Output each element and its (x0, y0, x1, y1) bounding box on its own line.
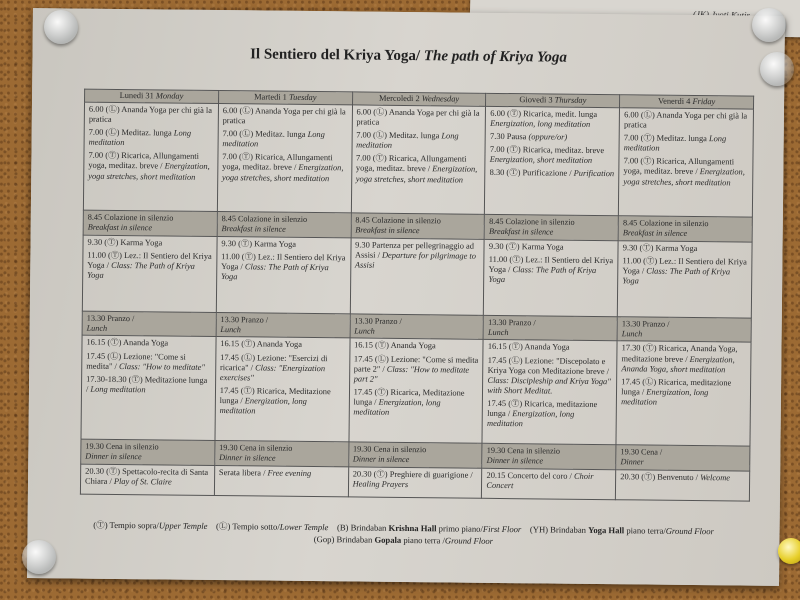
evening-italian: 20.30 (Ⓣ) Preghiere di guarigione / (352, 469, 473, 480)
entry-english: Class: The Path of Kriya Yoga (488, 265, 597, 285)
dinner-english: Dinner in silence (85, 451, 142, 462)
entry-english: Long meditation (88, 128, 192, 148)
dinner-italian: 19.30 Cena / (620, 447, 663, 458)
schedule-entry (88, 151, 213, 183)
entry-english: Class: The Path of Kriya Yoga (87, 260, 195, 280)
entry-italian: 6.00 (Ⓣ) Ricarica, medit. lunga (490, 108, 598, 120)
lunch-english: Lunch (621, 328, 643, 339)
breakfast-cell (217, 212, 351, 238)
breakfast-cell (83, 210, 217, 236)
breakfast-italian: 8.45 Colazione in silenzio (221, 214, 308, 225)
breakfast-english: Breakfast in silence (87, 222, 153, 233)
schedule-entry (89, 128, 214, 149)
pushpin-right (760, 52, 794, 86)
schedule-entry (356, 131, 481, 152)
entry-italian: 16.15 (Ⓣ) Ananda Yoga (354, 340, 436, 351)
entry-english: Energization, long meditation (219, 396, 307, 416)
schedule-cell (619, 108, 754, 217)
schedule-entry (621, 344, 746, 376)
entry-italian: 17.45 (Ⓣ) Ricarica, meditazione lunga / (487, 398, 598, 419)
entry-english: Class: "How to meditate" (118, 361, 205, 372)
breakfast-cell (618, 216, 752, 242)
entry-italian: 17.45 (Ⓛ) Lezione: "Esercizi di ricarica" / (220, 352, 328, 373)
schedule-cell (351, 105, 486, 214)
entry-english: Energization, yoga stretches, short meditation (355, 164, 478, 185)
lunch-italian: 13.30 Pranzo / (220, 314, 269, 325)
pushpin-top-right (752, 8, 786, 42)
legend-lower-temple-en: Lower Temple (279, 521, 329, 533)
pushpin-bottom-right (778, 538, 800, 564)
lunch-italian: 13.30 Pranzo / (488, 317, 536, 328)
schedule-cell (485, 106, 620, 215)
entry-english: Class: The Path of Kriya Yoga (622, 266, 731, 286)
entry-italian: 7.00 (Ⓣ) Ricarica, Allungamenti yoga, meditaz. breve / (88, 151, 199, 171)
evening-italian: 20.30 (Ⓣ) Spettacolo-recita di Santa Chiara / (85, 466, 209, 487)
breakfast-cell (485, 214, 619, 240)
schedule-entry (222, 152, 347, 184)
entry-english: Energization, yoga stretches, short meditation (221, 163, 344, 183)
late-morning-row (82, 235, 752, 318)
schedule-entry (88, 237, 213, 248)
schedule-cell (82, 235, 217, 312)
entry-english: Purification (573, 169, 615, 179)
entry-english: Long meditation (356, 131, 459, 151)
schedule-entry (354, 341, 479, 352)
pushpin-bottom-left (22, 540, 56, 574)
schedule-entry (490, 168, 615, 179)
evening-cell (214, 466, 348, 497)
schedule-cell (482, 340, 617, 445)
entry-italian: 7.00 (Ⓛ) Meditaz. lunga (356, 130, 440, 141)
entry-italian: 8.30 (Ⓣ) Purificazione / (489, 168, 572, 179)
entry-english: (oppure/or) (528, 132, 568, 142)
evening-cell (616, 470, 750, 501)
lunch-english: Lunch (487, 327, 509, 337)
schedule-entry (489, 242, 614, 253)
evening-english: Welcome (700, 473, 731, 483)
schedule-entry (221, 252, 346, 284)
schedule-entry (356, 108, 481, 129)
legend-b-floor-en: First Floor (482, 523, 522, 535)
evening-italian: 20.30 (Ⓣ) Benvenuto / (620, 472, 699, 483)
schedule-entry (86, 374, 211, 395)
legend-gopala: Gopala (374, 535, 402, 546)
lunch-cell (483, 315, 617, 341)
entry-english: Energization, yoga stretches, short meditation (623, 167, 745, 187)
day-name-en: Friday (692, 96, 716, 107)
entry-italian: 17.45 (Ⓛ) Ricarica, meditazione lunga / (621, 376, 732, 397)
schedule-entry (623, 243, 748, 254)
evening-cell (80, 464, 214, 495)
schedule-entry (86, 338, 211, 349)
lunch-cell (350, 314, 484, 340)
entry-english: Long meditation (90, 384, 146, 395)
schedule-entry (621, 377, 746, 409)
day-name-it: Mercoledi 2 (378, 93, 420, 104)
dinner-english: Dinner (620, 457, 644, 467)
schedule-cell (617, 240, 752, 317)
dinner-english: Dinner in silence (486, 456, 544, 466)
lunch-italian: 13.30 Pranzo / (621, 319, 670, 329)
lunch-english: Lunch (354, 326, 375, 336)
schedule-entry (87, 251, 212, 283)
entry-english: Long meditation (222, 130, 325, 149)
entry-italian: 11.00 (Ⓣ) Lez.: Il Sentiero del Kriya Yoga / (488, 254, 614, 275)
entry-italian: 7.00 (Ⓣ) Ricarica, Allungamenti yoga, meditaz. breve / (623, 156, 735, 177)
entry-english: Class: Discipleship and Kriya Yoga" with Short Meditat. (487, 375, 611, 396)
entry-italian: 17.45 (Ⓛ) Lezione: "Discepolato e Kriya Yoga con Meditazione breve / (487, 355, 610, 376)
entry-english: Class: The Path of Kriya Yoga (220, 262, 329, 282)
entry-italian: 7.00 (Ⓣ) Ricarica, Allungamenti yoga, meditaz. breve / (222, 152, 333, 173)
schedule-entry (622, 256, 747, 288)
breakfast-italian: 8.45 Colazione in silenzio (87, 212, 174, 223)
evening-row (80, 464, 749, 501)
legend-b-floor: primo piano/ (438, 523, 483, 534)
entry-italian: 6.00 (Ⓛ) Ananda Yoga per chi già la pratica (88, 104, 213, 125)
schedule-entry (490, 132, 615, 143)
page-title (32, 44, 784, 69)
evening-english: Play of St. Claire (113, 477, 172, 487)
dinner-italian: 19.30 Cena in silenzio (352, 444, 427, 455)
schedule-cell (81, 336, 216, 441)
entry-english: Energization, long meditation (353, 397, 441, 417)
lunch-english: Lunch (86, 323, 108, 333)
day-name-it: Martedi 1 (254, 92, 287, 102)
dinner-cell (81, 440, 215, 466)
entry-italian: 17.45 (Ⓣ) Ricarica, Meditazione lunga / (353, 387, 465, 407)
schedule-cell (83, 102, 218, 211)
legend-upper-temple: (Ⓣ) Tempio sopra/ (93, 519, 159, 531)
evening-english: Healing Prayers (352, 479, 409, 490)
breakfast-english: Breakfast in silence (221, 223, 286, 234)
schedule-entry (487, 399, 612, 431)
breakfast-italian: 8.45 Colazione in silenzio (489, 216, 575, 227)
legend-lower-temple: (Ⓛ) Tempio sotto/ (216, 521, 280, 532)
lunch-cell (617, 316, 751, 342)
schedule-entry (89, 105, 214, 126)
day-name-it: Lunedi 31 (119, 90, 154, 101)
day-name-en: Tuesday (288, 92, 317, 103)
legend-b-prefix: (B) Brindaban (336, 522, 387, 533)
entry-italian: 16.15 (Ⓣ) Ananda Yoga (86, 338, 169, 348)
entry-italian: 11.00 (Ⓣ) Lez.: Il Sentiero del Kriya Yoga / (221, 251, 346, 272)
evening-italian: 20.15 Concerto del coro / (486, 470, 572, 481)
dinner-italian: 19.30 Cena in silenzio (85, 442, 159, 452)
schedule-entry (490, 145, 615, 166)
evening-english: Choir Concert (486, 471, 594, 491)
schedule-entry (490, 109, 615, 130)
schedule-entry (623, 157, 748, 189)
schedule-cell (217, 104, 352, 213)
lunch-cell (82, 311, 216, 337)
schedule-entry (354, 354, 479, 386)
legend-gop-floor-en: Ground Floor (444, 535, 494, 547)
entry-italian: 6.00 (Ⓛ) Ananda Yoga per chi già la pratica (222, 106, 346, 126)
title-english: The path of Kriya Yoga (423, 48, 568, 66)
schedule-cell (215, 337, 350, 442)
schedule-entry (86, 351, 211, 372)
entry-italian: 7.00 (Ⓛ) Meditaz. lunga (222, 129, 306, 140)
day-name-it: Giovedi 3 (519, 95, 553, 105)
entry-english: Energization, long meditation (487, 409, 575, 429)
lunch-english: Lunch (220, 324, 241, 334)
schedule-cell (216, 236, 351, 313)
entry-italian: 7.00 (Ⓣ) Ricarica, meditaz. breve (489, 145, 605, 156)
entry-italian: 9.30 (Ⓣ) Karma Yoga (622, 243, 698, 253)
dinner-italian: 19.30 Cena in silenzio (219, 443, 293, 454)
evening-cell (482, 468, 616, 499)
schedule-entry (489, 255, 614, 287)
dinner-italian: 19.30 Cena in silenzio (486, 446, 561, 457)
legend-yoga-hall: Yoga Hall (588, 524, 625, 536)
location-legend (67, 518, 739, 550)
entry-italian: 17.45 (Ⓣ) Ricarica, Meditazione lunga / (219, 385, 331, 406)
entry-italian: 16.15 (Ⓣ) Ananda Yoga (487, 342, 570, 353)
entry-italian: 17.30 (Ⓣ) Ricarica, Ananda Yoga, meditazione breve / (621, 343, 738, 364)
dinner-cell (348, 442, 482, 468)
schedule-table (80, 89, 754, 502)
lunch-cell (216, 312, 350, 338)
breakfast-english: Breakfast in silence (622, 228, 688, 238)
legend-yh-floor-en: Ground Floor (665, 525, 714, 537)
entry-italian: 16.15 (Ⓣ) Ananda Yoga (220, 339, 302, 350)
entry-italian: 7.00 (Ⓣ) Ricarica, Allungamenti yoga, meditaz. breve / (355, 153, 467, 174)
schedule-entry (220, 353, 345, 385)
schedule-sheet (27, 8, 785, 586)
schedule-entry (220, 340, 345, 351)
entry-italian: 6.00 (Ⓛ) Ananda Yoga per chi già la pratica (623, 110, 748, 130)
dinner-cell (482, 444, 616, 470)
entry-italian: 17.45 (Ⓛ) Lezione: "Come si medita" / (86, 351, 186, 371)
pushpin-top-left (44, 10, 78, 44)
evening-italian: Serata libera / (218, 468, 266, 478)
morning-row (83, 102, 753, 217)
entry-italian: 7.30 Pausa (490, 132, 527, 142)
schedule-entry (355, 240, 480, 272)
legend-upper-temple-en: Upper Temple (158, 520, 208, 531)
schedule-entry (222, 129, 347, 150)
legend-krishna-hall: Krishna Hall (388, 522, 437, 534)
entry-italian: 17.30-18.30 (Ⓣ) Meditazione lunga / (85, 374, 208, 394)
entry-italian: 9.30 (Ⓣ) Karma Yoga (488, 241, 564, 252)
schedule-cell (484, 239, 619, 316)
lunch-italian: 13.30 Pranzo / (354, 316, 402, 326)
schedule-entry (220, 386, 345, 418)
entry-italian: 6.00 (Ⓛ) Ananda Yoga per chi già la pratica (356, 107, 480, 127)
legend-yh-floor: piano terra/ (626, 525, 666, 536)
schedule-cell (349, 338, 484, 443)
day-name-en: Wednesday (421, 94, 460, 104)
dinner-cell (215, 441, 349, 467)
schedule-entry (487, 355, 612, 397)
entry-english: Energization, short meditation (489, 155, 593, 166)
schedule-entry (356, 154, 481, 186)
schedule-cell (616, 341, 751, 446)
schedule-entry (353, 387, 478, 419)
day-name-en: Monday (155, 91, 184, 101)
lunch-italian: 13.30 Pranzo / (86, 313, 135, 323)
entry-english: Class: "How to meditate part 2" (353, 364, 470, 384)
entry-italian: 11.00 (Ⓣ) Lez.: Il Sentiero del Kriya Yoga / (622, 256, 747, 276)
entry-english: Departure for pilgrimage to Assisi (354, 250, 476, 270)
schedule-entry (221, 239, 346, 250)
breakfast-italian: 8.45 Colazione in silenzio (622, 218, 709, 229)
schedule-entry (624, 134, 749, 155)
entry-italian: 7.00 (Ⓣ) Meditaz. lunga (623, 133, 707, 144)
day-name-it: Venerdi 4 (658, 96, 691, 106)
schedule-entry (223, 106, 348, 127)
entry-italian: 9.30 (Ⓣ) Karma Yoga (221, 238, 297, 249)
legend-gop-prefix: (Gop) Brindaban (313, 534, 373, 546)
dinner-english: Dinner in silence (219, 453, 276, 463)
schedule-entry (624, 110, 749, 131)
legend-yh-prefix: (YH) Brindaban (529, 524, 587, 535)
evening-english: Free evening (267, 468, 312, 479)
schedule-cell (350, 238, 485, 315)
entry-italian: 9.30 (Ⓣ) Karma Yoga (87, 237, 163, 248)
breakfast-cell (351, 213, 485, 239)
breakfast-english: Breakfast in silence (489, 226, 554, 237)
entry-italian: 11.00 (Ⓣ) Lez.: Il Sentiero del Kriya Yoga / (87, 250, 212, 270)
entry-italian: 17.45 (Ⓛ) Lezione: "Come si medita parte 2" / (353, 353, 479, 374)
title-italian: Il Sentiero del Kriya Yoga/ (250, 46, 421, 65)
breakfast-english: Breakfast in silence (355, 225, 420, 236)
entry-english: Energization, yoga stretches, short meditation (88, 161, 210, 182)
afternoon-row (81, 336, 751, 447)
dinner-cell (616, 445, 750, 471)
evening-cell (348, 467, 482, 498)
entry-english: Class: "Energization exercises" (219, 363, 326, 383)
dinner-english: Dinner in silence (352, 454, 410, 465)
breakfast-italian: 8.45 Colazione in silenzio (355, 215, 441, 226)
entry-english: Energization, Ananda Yoga, short meditation (621, 354, 735, 374)
day-name-en: Thursday (554, 95, 587, 105)
legend-gop-floor: piano terra / (403, 535, 445, 546)
schedule-entry (488, 342, 613, 353)
entry-english: Energization, long meditation (490, 119, 591, 130)
entry-italian: 7.00 (Ⓛ) Meditaz. lunga (88, 127, 172, 138)
entry-italian: 9.30 Partenza per pellegrinaggio ad Assisi / (354, 240, 475, 260)
entry-english: Energization, long meditation (621, 387, 709, 407)
entry-english: Long meditation (623, 134, 727, 153)
